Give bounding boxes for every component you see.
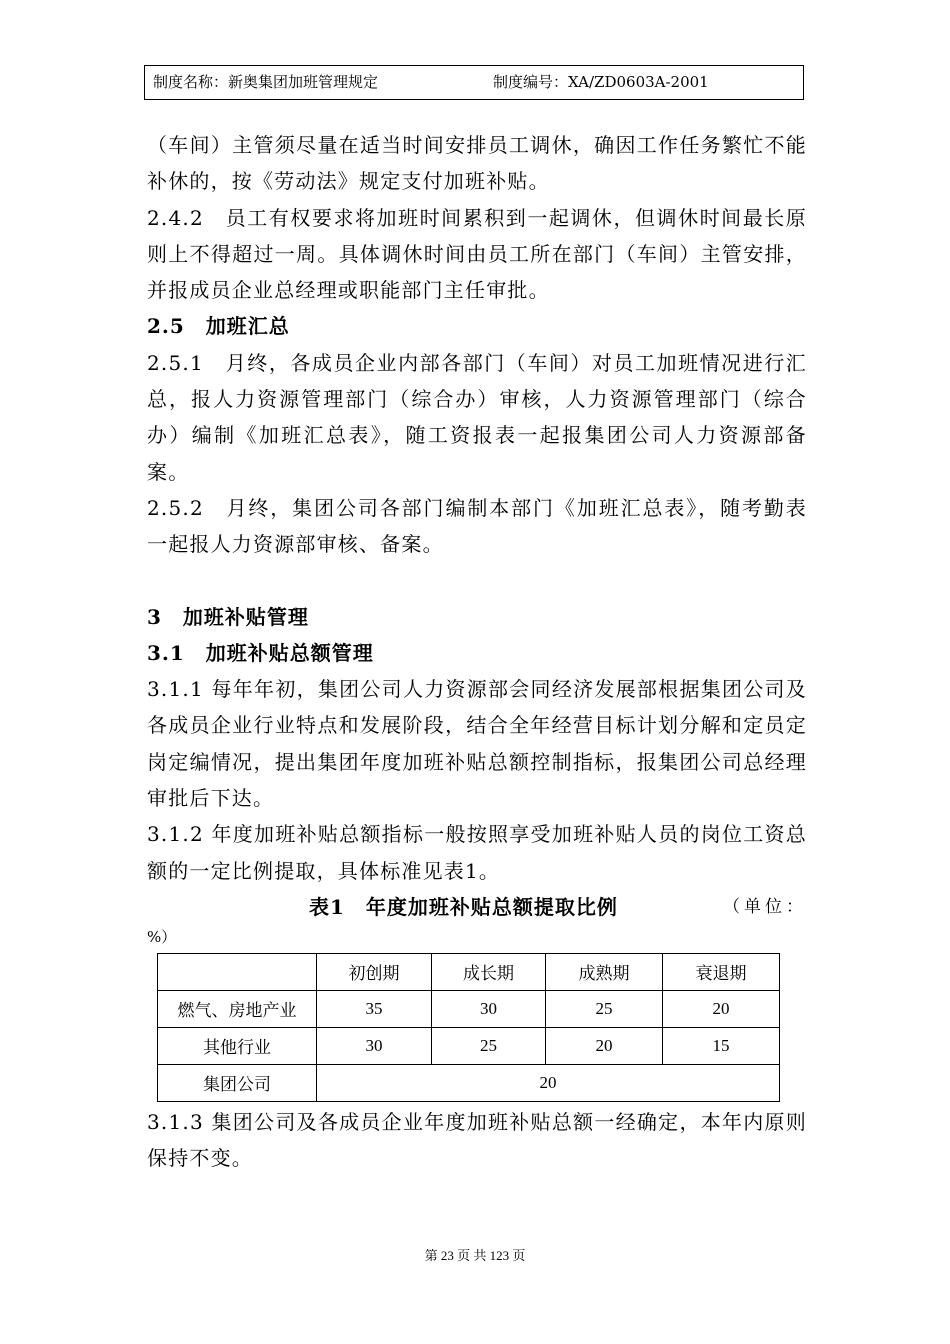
table-title: 表1 年度加班补贴总额提取比例	[309, 894, 618, 919]
chapter-heading: 3 加班补贴管理	[147, 604, 309, 629]
table-cell: 35	[317, 990, 432, 1027]
table-cell: 20	[663, 990, 780, 1027]
table-cell: 25	[546, 990, 663, 1027]
document-header	[144, 65, 804, 100]
table-header-cell: 初创期	[317, 953, 432, 990]
table-header-row	[158, 953, 780, 990]
table-cell: 15	[663, 1027, 780, 1064]
ratio-table	[157, 953, 780, 1102]
table-unit: （单位：	[723, 896, 807, 917]
table-row	[158, 1027, 780, 1064]
table-header-cell	[158, 953, 317, 990]
row-label: 燃气、房地产业	[158, 990, 317, 1027]
table-cell: 30	[432, 990, 546, 1027]
table-cell: 20	[546, 1027, 663, 1064]
page-footer: 第 23 页 共 123 页	[424, 1248, 526, 1263]
row-label: 其他行业	[158, 1027, 317, 1064]
doc-code: 制度编号：XA/ZD0603A-2001	[493, 73, 709, 91]
doc-name: 制度名称：新奥集团加班管理规定	[153, 73, 379, 91]
table-header-cell: 衰退期	[663, 953, 780, 990]
paragraph: 2.4.2 员工有权要求将加班时间累积到一起调休，但调休时间最长原则上不得超过一周。具体调休时间由员工所在部门（车间）主管安排，并报成员企业总经理或职能部门主任审批。	[147, 205, 807, 303]
paragraph: 2.5.2 月终，集团公司各部门编制本部门《加班汇总表》，随考勤表一起报人力资源部审核、备案。	[147, 495, 807, 557]
table-cell: 30	[317, 1027, 432, 1064]
paragraph: （车间）主管须尽量在适当时间安排员工调休，确因工作任务繁忙不能补休的，按《劳动法》规定支付加班补贴。	[147, 133, 807, 194]
paragraph: 3.1.3 集团公司及各成员企业年度加班补贴总额一经确定，本年内原则保持不变。	[147, 1109, 807, 1171]
paragraph: 2.5.1 月终，各成员企业内部各部门（车间）对员工加班情况进行汇总，报人力资源管理部门（综合办）审核，人力资源管理部门（综合办）编制《加班汇总表》，随工资报表一起报集团公司人力资源部备案。	[147, 350, 807, 484]
table-cell-merged: 20	[317, 1064, 780, 1101]
row-label: 集团公司	[158, 1064, 317, 1101]
table-row	[158, 990, 780, 1027]
document-body	[147, 127, 807, 1177]
paragraph: 3.1.2 年度加班补贴总额指标一般按照享受加班补贴人员的岗位工资总额的一定比例提取，具体标准见表1。	[147, 822, 807, 883]
table-header-cell: 成熟期	[546, 953, 663, 990]
paragraph: 3.1.1 每年年初，集团公司人力资源部会同经济发展部根据集团公司及各成员企业行业特点和发展阶段，结合全年经营目标计划分解和定员定岗定编情况，提出集团年度加班补贴总额控制指标，报集团公司总经理审批后下达。	[147, 677, 807, 811]
table-row	[158, 1064, 780, 1101]
table-cell: 25	[432, 1027, 546, 1064]
section-heading: 2.5 加班汇总	[147, 314, 290, 339]
table-unit-continued: %）	[147, 927, 177, 946]
section-heading: 3.1 加班补贴总额管理	[147, 640, 374, 665]
table-header-cell: 成长期	[432, 953, 546, 990]
